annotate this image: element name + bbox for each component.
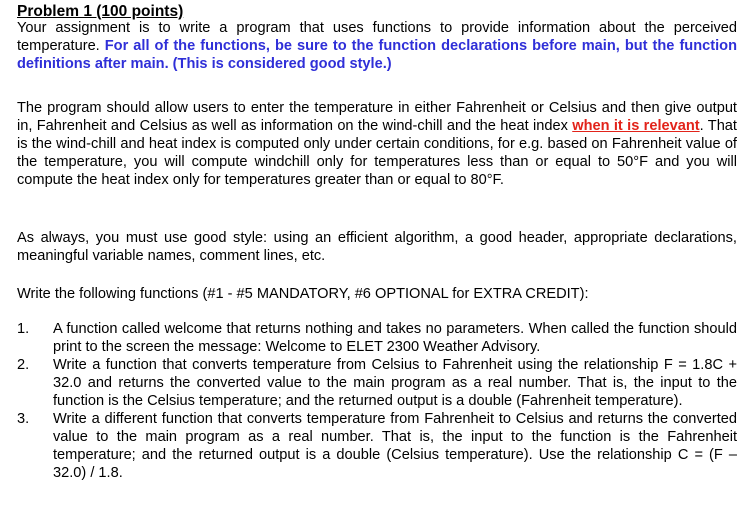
requirements-paragraph [17,99,737,189]
list-item [17,410,737,482]
intro-text: Your assignment is to write a program that uses functions to provide information about the perceived temperature. [17,20,737,54]
intro-paragraph [17,19,737,73]
list-item [17,320,737,356]
functions-heading: Write the following functions (#1 - #5 MANDATORY, #6 OPTIONAL for EXTRA CREDIT): [17,286,589,302]
problem-title: Problem 1 (100 points) [17,3,184,20]
requirements-text-before: The program should allow users to enter the temperature in either Fahrenheit or Celsius and then give output in, Fahrenheit and Celsius as well as information on the wind-chill and the heat index [17,100,737,134]
list-item-number: 3. [17,411,30,427]
style-paragraph: As always, you must use good style: using an efficient algorithm, a good header, appropriate declarations, meaningful variable names, comment lines, etc. [17,230,737,264]
list-item-text: Write a function that converts temperature from Celsius to Fahrenheit using the relationship F = 1.8C + 32.0 and returns the converted value to the main program as a real number. That is, the input to the function is the Celsius temperature; and the returned output is a double (Fahrenheit temperature). [53,357,737,409]
list-item-text: A function called welcome that returns nothing and takes no parameters. When called the function should print to the screen the message: Welcome to ELET 2300 Weather Advisory. [53,321,737,355]
requirements-text-after: . That is the wind-chill and heat index is computed only under certain conditions, for e.g. based on Fahrenheit value of the temperature, you will compute windchill only for temperatures less than or equal to 50°F and you will compute the heat index only for temperatures greater than or equal to 80°F. [17,118,737,188]
list-item [17,356,737,410]
functions-list [17,320,737,482]
list-item-text: Write a different function that converts temperature from Fahrenheit to Celsius and returns the converted value to the main program as a real number. That is, the input to the function is the Fahrenheit temperature; and the returned output is a double (Celsius temperature). Use the relationship C = (F – 32.0) / 1.8. [53,411,737,481]
intro-style-note: For all of the functions, be sure to the function declarations before main, but the function definitions after main. (This is considered good style.) [17,38,737,72]
list-item-number: 2. [17,357,30,373]
relevance-highlight: when it is relevant [572,118,700,134]
list-item-number: 1. [17,321,30,337]
